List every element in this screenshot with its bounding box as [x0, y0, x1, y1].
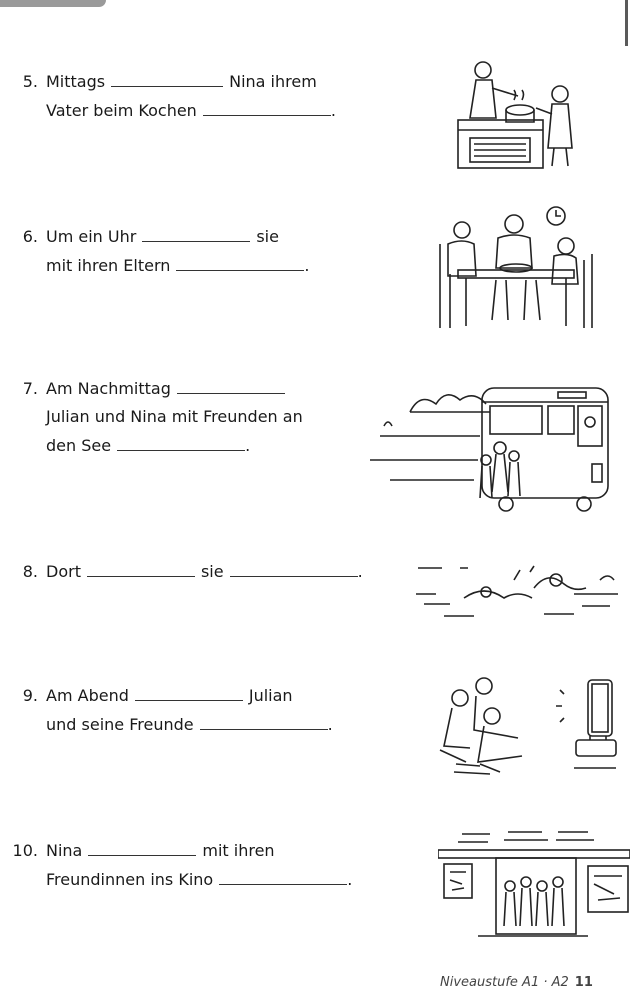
answer-blank[interactable]: [176, 256, 304, 271]
sentence-period: .: [304, 256, 310, 275]
cinema-illustration: [438, 826, 630, 946]
answer-blank[interactable]: [219, 870, 347, 885]
sentence-text: Julian und Nina mit Freunden an: [46, 407, 303, 426]
exercise-number: 8.: [22, 562, 38, 581]
answer-blank[interactable]: [111, 72, 223, 87]
sentence-text: mit ihren Eltern: [46, 256, 171, 275]
tv-friends-illustration: [430, 676, 620, 776]
exercise-number: 6.: [22, 227, 38, 246]
top-tab-decoration: [0, 0, 106, 7]
exercise-number: 5.: [22, 72, 38, 91]
exercise-number: 9.: [22, 686, 38, 705]
answer-blank[interactable]: [135, 686, 243, 701]
sentence-period: .: [327, 715, 333, 734]
sentence-text: Nina ihrem: [229, 72, 317, 91]
answer-blank[interactable]: [88, 841, 196, 856]
answer-blank[interactable]: [200, 715, 328, 730]
footer-level: Niveaustufe A1 · A2: [440, 975, 569, 990]
page-edge-line: [625, 0, 628, 46]
page-footer: [440, 975, 593, 990]
exercise-number: 7.: [22, 379, 38, 398]
sentence-period: .: [357, 562, 363, 581]
page-number: 11: [574, 975, 593, 990]
answer-blank[interactable]: [203, 101, 331, 116]
sentence-text: sie: [200, 562, 224, 581]
sentence-text: sie: [256, 227, 279, 246]
sentence-text: Am Abend: [46, 686, 129, 705]
sentence-period: .: [245, 436, 251, 455]
answer-blank[interactable]: [117, 436, 245, 451]
answer-blank[interactable]: [142, 227, 250, 242]
sentence-text: und seine Freunde: [46, 715, 194, 734]
sentence-text: Um ein Uhr: [46, 227, 137, 246]
sentence-period: .: [330, 101, 336, 120]
sentence-period: .: [347, 870, 353, 889]
sentence-text: Julian: [248, 686, 293, 705]
sentence-text: Vater beim Kochen: [46, 101, 197, 120]
sentence-text: mit ihren: [202, 841, 275, 860]
swimming-illustration: [414, 558, 626, 620]
cooking-illustration: [448, 58, 588, 170]
sentence-text: Nina: [46, 841, 83, 860]
sentence-text: Freundinnen ins Kino: [46, 870, 214, 889]
exercise-number: 10.: [12, 841, 38, 860]
sentence-text: Dort: [46, 562, 81, 581]
bus-lake-illustration: [370, 372, 630, 512]
answer-blank[interactable]: [230, 562, 358, 577]
sentence-text: Am Nachmittag: [46, 379, 171, 398]
family-lunch-illustration: [436, 204, 596, 332]
sentence-text: den See: [46, 436, 112, 455]
sentence-text: Mittags: [46, 72, 106, 91]
answer-blank[interactable]: [87, 562, 195, 577]
answer-blank[interactable]: [177, 379, 285, 394]
